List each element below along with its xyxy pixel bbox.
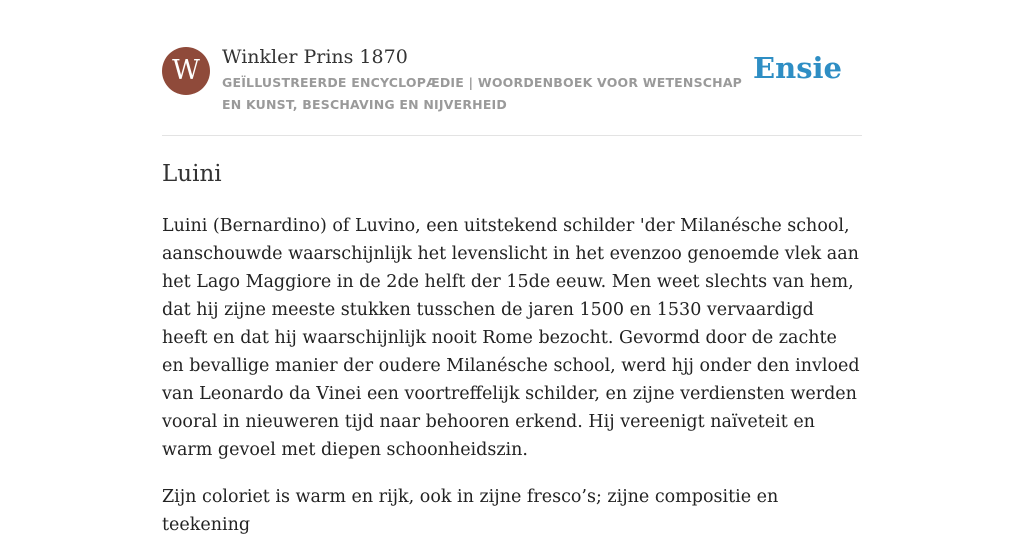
ensie-logo-link[interactable]: Ensie	[753, 51, 842, 85]
source-avatar[interactable]: W	[162, 47, 210, 95]
article-paragraph-2: Zijn coloriet is warm en rijk, ook in zijne fresco’s; zijne compositie en teekening	[162, 487, 779, 535]
source-header	[162, 44, 862, 134]
article-paragraph-1: Luini (Bernardino) of Luvino, een uitstekend schilder 'der Milanésche school, aanschouwde waarschijnlijk het levenslicht in het evenzoo genoemde vlek aan het Lago Maggiore in de 2de helft der 15de eeuw. Men weet slechts van hem, dat hij zijne meeste stukken tusschen de jaren 1500 en 1530 vervaardigd heeft en dat hij waarschijnlijk nooit Rome bezocht. Gevormd door de zachte en bevallige manier der oudere Milanésche school, werd hjj onder den invloed van Leonardo da Vinei een voortreffelijk schilder, en zijne verdiensten werden vooral in nieuweren tijd naar behooren erkend. Hij vereenigt naïveteit en warm gevoel met diepen schoonheidszin.	[162, 216, 860, 460]
source-title[interactable]: Winkler Prins 1870	[222, 46, 408, 68]
source-subtitle: GEÏLLUSTREERDE ENCYCLOPÆDIE | WOORDENBOEK VOOR WETENSCHAP EN KUNST, BESCHAVING EN NIJVERHEID	[222, 75, 743, 112]
article-title: Luini	[162, 161, 222, 187]
article	[162, 154, 862, 539]
header-divider	[162, 135, 862, 136]
